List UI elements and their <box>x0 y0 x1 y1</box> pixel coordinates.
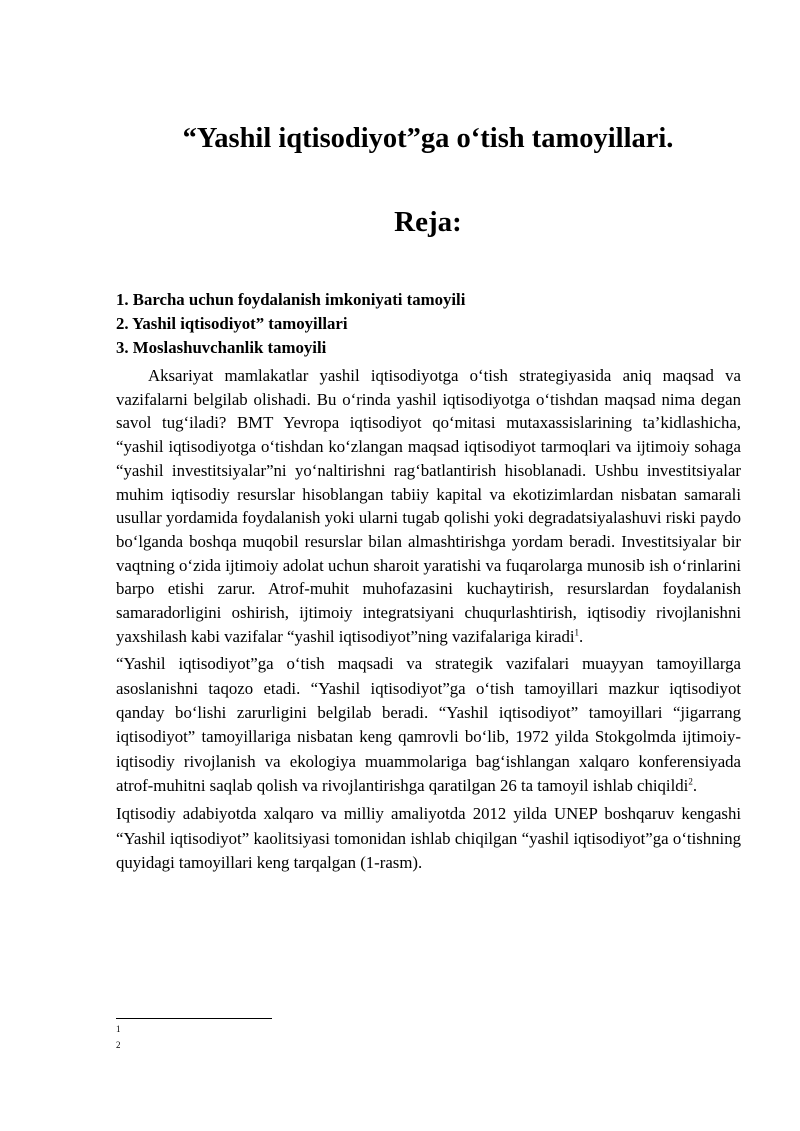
paragraph-text: “Yashil iqtisodiyot”ga o‘tish maqsadi va strategik vazifalari muayyan tamoyillarga asoslanishni taqozo etadi. “Yashil iqtisodiyot”ga o‘tish tamoyillari mazkur iqtisodiyot qanday bo‘lishi zarurligini belgilab beradi. “Yashil iqtisodiyot” tamoyillari “jigarrang iqtisodiyot” tamoyillariga nisbatan keng qamrovli bo‘lib, 1972 yilda Stokgolmda ijtimoiy-iqtisodiy rivojlanish va ekologiya muammolariga bag‘ishlangan xalqaro konferensiyada atrof-muhitni saqlab qolish va rivojlantirishga qaratilgan 26 ta tamoyil ishlab chiqildi <box>116 654 741 795</box>
paragraph <box>116 652 741 798</box>
paragraph-text: Aksariyat mamlakatlar yashil iqtisodiyotga o‘tish strategiyasida aniq maqsad va vazifalarni belgilab olishadi. Bu o‘rinda yashil iqtisodiyotga o‘tishdan maqsad nima degan savol tug‘iladi? BMT Yevropa iqtisodiyot qo‘mitasi mutaxassislarining ta’kidlashicha, “yashil iqtisodiyotga o‘tishdan ko‘zlangan maqsad iqtisodiyot tarmoqlari va ijtimoiy sohaga “yashil investitsiyalar”ni yo‘naltirishni rag‘batlantirish hisoblanadi. Ushbu investitsiyalar muhim iqtisodiy resurslar hisoblangan tabiiy kapital va ekotizimlardan nisbatan samarali usullar yordamida foydalanish yoki ularni tugab qolishi yoki degradatsiyalashuvi riski paydo bo‘lganda boshqa muqobil resurslar bilan almashtirishga yordam beradi. Investitsiyalar bir vaqtning o‘zida ijtimoiy adolat uchun sharoit yaratishi va fuqarolarga munosib ish o‘rinlarini barpo etishi zarur. Atrof-muhit muhofazasini kuchaytirish, resurslardan foydalanish samaradorligini oshirish, ijtimoiy integratsiyani chuqurlashtirish, iqtisodiy rivojlanishni yaxshilash kabi vazifalar “yashil iqtisodiyot”ning vazifalariga kiradi <box>116 366 741 646</box>
document-title: “Yashil iqtisodiyot”ga o‘tish tamoyillari. <box>182 123 674 154</box>
plan-heading: Reja: <box>394 206 462 238</box>
plan-item: 2. Yashil iqtisodiyot” tamoyillari <box>116 314 348 333</box>
footnote-number: 1 <box>116 1024 121 1034</box>
document-body <box>116 364 741 875</box>
plan-list <box>116 288 746 360</box>
plan-item: 1. Barcha uchun foydalanish imkoniyati tamoyili <box>116 290 466 309</box>
footnote-separator <box>116 1018 272 1019</box>
footnote-number: 2 <box>116 1040 121 1050</box>
paragraph-tail: . <box>579 626 584 646</box>
paragraph <box>116 364 741 648</box>
footnote-reference[interactable]: 1 <box>574 627 580 638</box>
plan-item: 3. Moslashuvchanlik tamoyili <box>116 338 327 357</box>
paragraph-tail: . <box>692 775 698 795</box>
paragraph: Iqtisodiy adabiyotda xalqaro va milliy amaliyotda 2012 yilda UNEP boshqaruv kengashi “Yashil iqtisodiyot” kaolitsiyasi tomonidan ishlab chiqilgan “yashil iqtisodiyot”ga o‘tishning quyidagi tamoyillari keng tarqalgan (1-rasm). <box>116 804 741 872</box>
footnote-reference[interactable]: 2 <box>688 776 693 787</box>
